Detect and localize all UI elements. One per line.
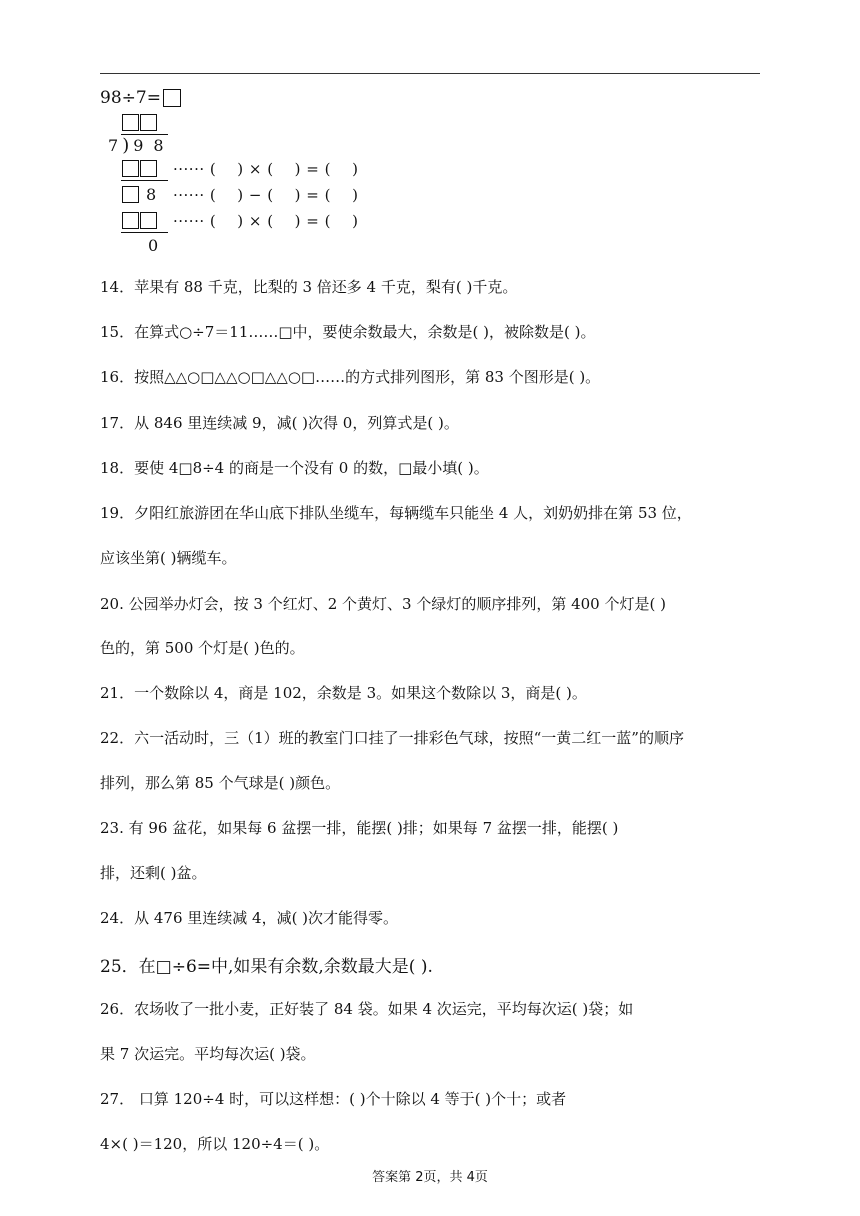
- answer-box[interactable]: [163, 89, 181, 107]
- formula-row-1: ······ ( ) × ( ) = ( ): [173, 160, 359, 178]
- dividend-digit-tens: 9: [133, 136, 144, 155]
- division-equation: [100, 88, 181, 108]
- long-division-figure: [100, 84, 420, 264]
- question-22-line2: 排列，那么第 85 个气球是( )颜色。: [100, 774, 341, 792]
- product-box-1b[interactable]: [140, 160, 157, 177]
- remainder-box-2[interactable]: [122, 186, 139, 203]
- quotient-box-tens[interactable]: [122, 114, 139, 131]
- subtract-line-2: [121, 232, 168, 233]
- question-23-line2: 排，还剩( )盆。: [100, 864, 207, 882]
- question-20-line2: 色的，第 500 个灯是( )色的。: [100, 639, 305, 657]
- remainder-row-2: [122, 186, 156, 203]
- question-23-line1: 23. 有 96 盆花，如果每 6 盆摆一排，能摆( )排；如果每 7 盆摆一排，能摆( ): [100, 819, 619, 837]
- header-rule: [100, 73, 760, 74]
- subtract-line-1: [121, 180, 168, 181]
- brought-down-digit: 8: [146, 184, 157, 204]
- product-box-1a[interactable]: [122, 160, 139, 177]
- equation-text: 98÷7=: [100, 88, 161, 108]
- question-22-line1: 22．六一活动时，三（1）班的教室门口挂了一排彩色气球，按照“一黄二红一蓝”的顺序: [100, 729, 684, 747]
- formula-row-2: ······ ( ) − ( ) = ( ): [173, 186, 359, 204]
- product-boxes-1: [122, 160, 157, 177]
- product-box-3b[interactable]: [140, 212, 157, 229]
- question-14: 14．苹果有 88 千克，比梨的 3 倍还多 4 千克，梨有( )千克。: [100, 278, 518, 296]
- question-19-line1: 19．夕阳红旅游团在华山底下排队坐缆车，每辆缆车只能坐 4 人，刘奶奶排在第 53 位，: [100, 504, 692, 522]
- question-21: 21．一个数除以 4，商是 102，余数是 3。如果这个数除以 3，商是( )。: [100, 684, 587, 702]
- product-boxes-3: [122, 212, 157, 229]
- question-18: 18．要使 4□8÷4 的商是一个没有 0 的数，□最小填( )。: [100, 459, 489, 477]
- product-box-3a[interactable]: [122, 212, 139, 229]
- quotient-box-ones[interactable]: [140, 114, 157, 131]
- question-16: 16．按照△△○□△△○□△△○□……的方式排列图形，第 83 个图形是( )。: [100, 368, 601, 386]
- divisor: 7: [108, 136, 119, 155]
- question-25: 25．在□÷6=中,如果有余数,余数最大是( ).: [100, 957, 433, 977]
- final-remainder: 0: [148, 236, 159, 255]
- question-27-line1: 27． 口算 120÷4 时，可以这样想：( )个十除以 4 等于( )个十；或者: [100, 1090, 567, 1108]
- question-27-line2: 4×( )＝120，所以 120÷4＝( )。: [100, 1135, 330, 1153]
- question-19-line2: 应该坐第( )辆缆车。: [100, 549, 237, 567]
- question-26-line1: 26．农场收了一批小麦，正好装了 84 袋。如果 4 次运完，平均每次运( )袋；如: [100, 1000, 634, 1018]
- question-26-line2: 果 7 次运完。平均每次运( )袋。: [100, 1045, 316, 1063]
- page-footer: 答案第 2页，共 4页: [372, 1170, 488, 1185]
- divisor-dividend-row: [108, 135, 164, 156]
- quotient-boxes: [122, 114, 157, 131]
- question-24: 24．从 476 里连续减 4，减( )次才能得零。: [100, 909, 399, 927]
- formula-row-3: ······ ( ) × ( ) = ( ): [173, 212, 359, 230]
- question-20-line1: 20. 公园举办灯会，按 3 个红灯、2 个黄灯、3 个绿灯的顺序排列，第 400 个灯是( ): [100, 595, 666, 613]
- question-15: 15．在算式○÷7＝11……□中，要使余数最大，余数是( )，被除数是( )。: [100, 323, 596, 341]
- division-bracket: ): [122, 135, 130, 156]
- dividend-digit-ones: 8: [153, 136, 164, 155]
- question-17: 17．从 846 里连续减 9，减( )次得 0，列算式是( )。: [100, 414, 459, 432]
